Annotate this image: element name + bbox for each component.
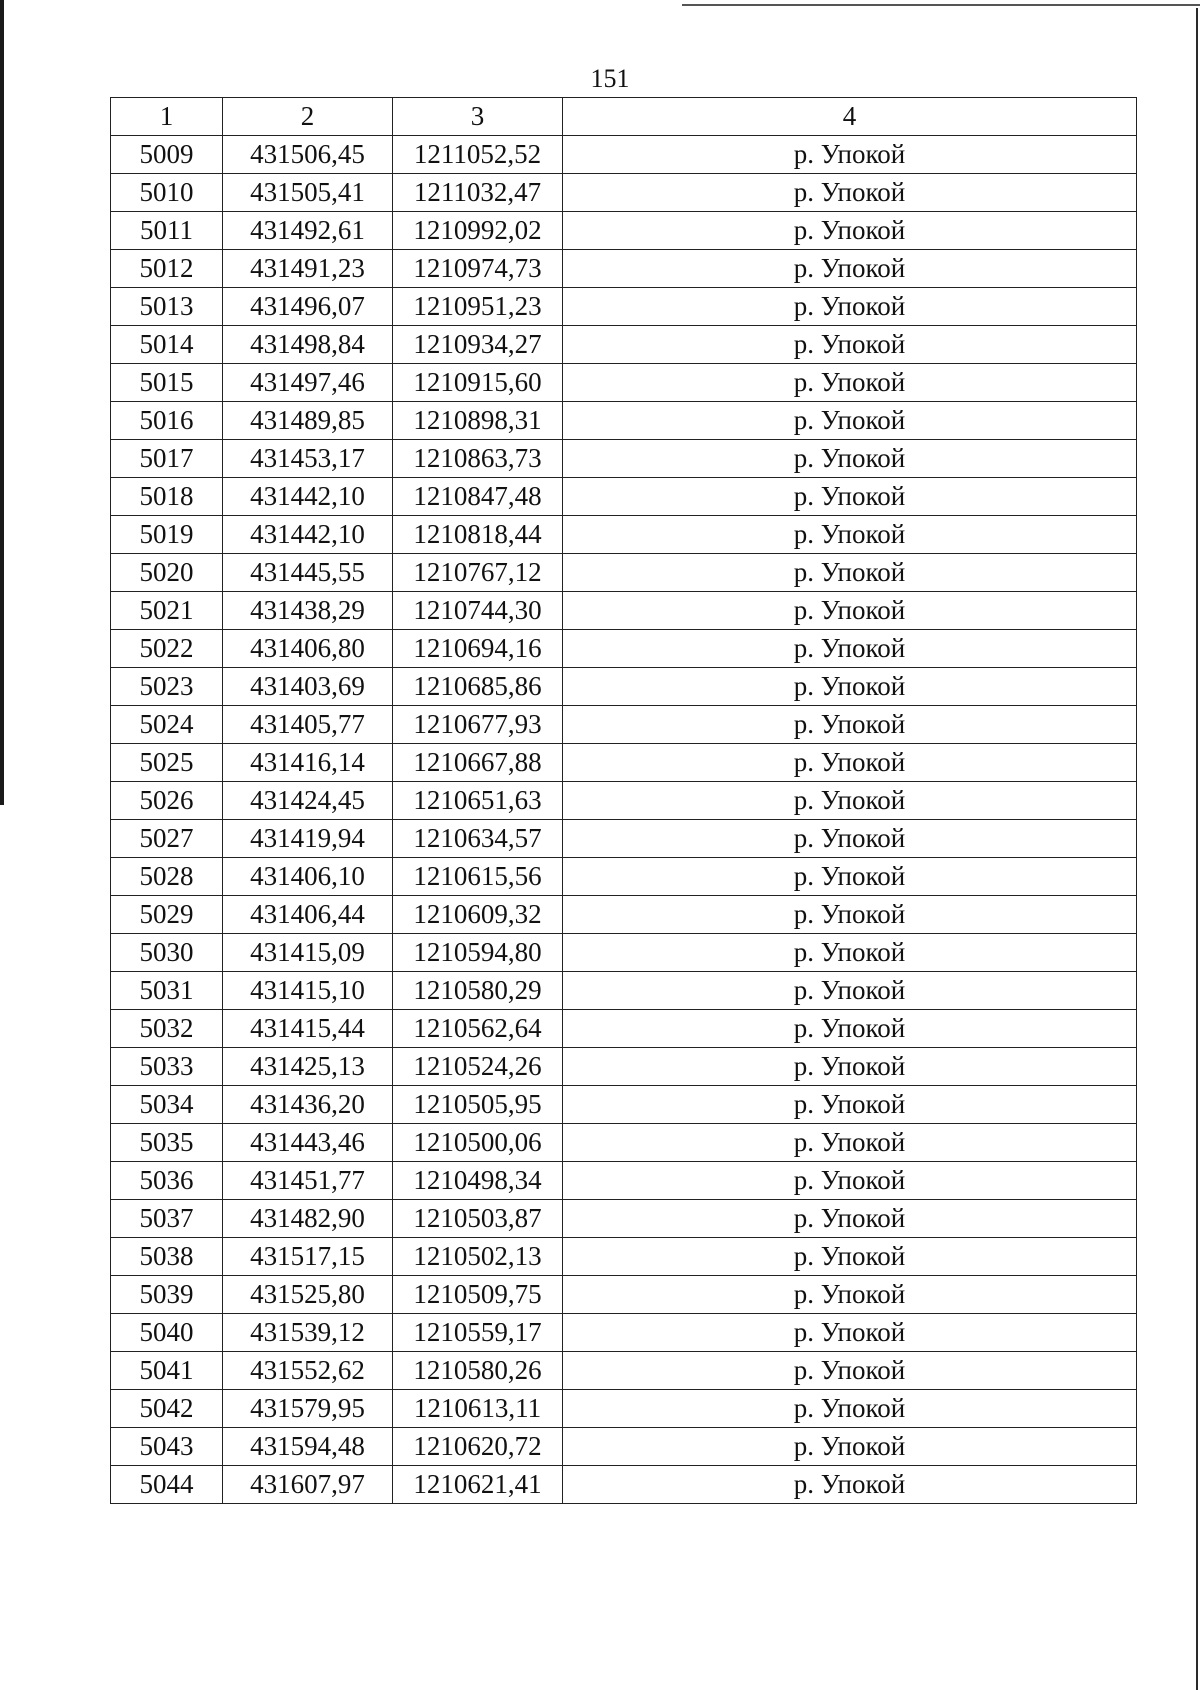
y-coordinate-cell: 1211032,47 xyxy=(393,174,563,212)
table-row xyxy=(111,1314,1137,1352)
y-coordinate-cell: 1210847,48 xyxy=(393,478,563,516)
x-coordinate-cell: 431415,10 xyxy=(223,972,393,1010)
description-cell: р. Упокой xyxy=(563,972,1137,1010)
point-number-cell: 5011 xyxy=(111,212,223,250)
table-row xyxy=(111,1086,1137,1124)
description-cell: р. Упокой xyxy=(563,1390,1137,1428)
y-coordinate-cell: 1210677,93 xyxy=(393,706,563,744)
y-coordinate-cell: 1210974,73 xyxy=(393,250,563,288)
point-number-cell: 5009 xyxy=(111,136,223,174)
y-coordinate-cell: 1210502,13 xyxy=(393,1238,563,1276)
y-coordinate-cell: 1210580,26 xyxy=(393,1352,563,1390)
description-cell: р. Упокой xyxy=(563,136,1137,174)
x-coordinate-cell: 431406,10 xyxy=(223,858,393,896)
y-coordinate-cell: 1210951,23 xyxy=(393,288,563,326)
table-row xyxy=(111,744,1137,782)
description-cell: р. Упокой xyxy=(563,554,1137,592)
x-coordinate-cell: 431517,15 xyxy=(223,1238,393,1276)
y-coordinate-cell: 1210767,12 xyxy=(393,554,563,592)
description-cell: р. Упокой xyxy=(563,934,1137,972)
point-number-cell: 5028 xyxy=(111,858,223,896)
x-coordinate-cell: 431552,62 xyxy=(223,1352,393,1390)
x-coordinate-cell: 431416,14 xyxy=(223,744,393,782)
scan-edge-top xyxy=(682,4,1200,6)
description-cell: р. Упокой xyxy=(563,668,1137,706)
table-row xyxy=(111,1124,1137,1162)
description-cell: р. Упокой xyxy=(563,1162,1137,1200)
description-cell: р. Упокой xyxy=(563,1352,1137,1390)
x-coordinate-cell: 431607,97 xyxy=(223,1466,393,1504)
coordinates-table xyxy=(110,97,1137,1504)
y-coordinate-cell: 1210505,95 xyxy=(393,1086,563,1124)
description-cell: р. Упокой xyxy=(563,1010,1137,1048)
table-row xyxy=(111,934,1137,972)
table-row xyxy=(111,478,1137,516)
point-number-cell: 5020 xyxy=(111,554,223,592)
point-number-cell: 5024 xyxy=(111,706,223,744)
table-header-row xyxy=(111,98,1137,136)
point-number-cell: 5012 xyxy=(111,250,223,288)
scan-edge-left xyxy=(0,0,4,805)
y-coordinate-cell: 1210863,73 xyxy=(393,440,563,478)
table-row xyxy=(111,212,1137,250)
description-cell: р. Упокой xyxy=(563,592,1137,630)
x-coordinate-cell: 431442,10 xyxy=(223,478,393,516)
x-coordinate-cell: 431406,80 xyxy=(223,630,393,668)
table-row xyxy=(111,1010,1137,1048)
x-coordinate-cell: 431415,44 xyxy=(223,1010,393,1048)
description-cell: р. Упокой xyxy=(563,1048,1137,1086)
x-coordinate-cell: 431405,77 xyxy=(223,706,393,744)
x-coordinate-cell: 431594,48 xyxy=(223,1428,393,1466)
table-row xyxy=(111,1466,1137,1504)
point-number-cell: 5043 xyxy=(111,1428,223,1466)
point-number-cell: 5022 xyxy=(111,630,223,668)
table-row xyxy=(111,554,1137,592)
point-number-cell: 5034 xyxy=(111,1086,223,1124)
y-coordinate-cell: 1210524,26 xyxy=(393,1048,563,1086)
table-row xyxy=(111,1428,1137,1466)
x-coordinate-cell: 431453,17 xyxy=(223,440,393,478)
table-row xyxy=(111,782,1137,820)
x-coordinate-cell: 431579,95 xyxy=(223,1390,393,1428)
y-coordinate-cell: 1210651,63 xyxy=(393,782,563,820)
y-coordinate-cell: 1210613,11 xyxy=(393,1390,563,1428)
point-number-cell: 5018 xyxy=(111,478,223,516)
table-body xyxy=(111,136,1137,1504)
y-coordinate-cell: 1210503,87 xyxy=(393,1200,563,1238)
table-row xyxy=(111,516,1137,554)
table-row xyxy=(111,288,1137,326)
point-number-cell: 5015 xyxy=(111,364,223,402)
point-number-cell: 5037 xyxy=(111,1200,223,1238)
description-cell: р. Упокой xyxy=(563,212,1137,250)
y-coordinate-cell: 1210498,34 xyxy=(393,1162,563,1200)
description-cell: р. Упокой xyxy=(563,440,1137,478)
point-number-cell: 5042 xyxy=(111,1390,223,1428)
description-cell: р. Упокой xyxy=(563,858,1137,896)
description-cell: р. Упокой xyxy=(563,250,1137,288)
point-number-cell: 5016 xyxy=(111,402,223,440)
table-row xyxy=(111,630,1137,668)
page-number: 151 xyxy=(590,64,630,93)
description-cell: р. Упокой xyxy=(563,516,1137,554)
description-cell: р. Упокой xyxy=(563,402,1137,440)
table-row xyxy=(111,250,1137,288)
point-number-cell: 5035 xyxy=(111,1124,223,1162)
x-coordinate-cell: 431505,41 xyxy=(223,174,393,212)
point-number-cell: 5029 xyxy=(111,896,223,934)
y-coordinate-cell: 1210744,30 xyxy=(393,592,563,630)
table-row xyxy=(111,1238,1137,1276)
table-row xyxy=(111,174,1137,212)
point-number-cell: 5044 xyxy=(111,1466,223,1504)
table-row xyxy=(111,136,1137,174)
point-number-cell: 5019 xyxy=(111,516,223,554)
table-row xyxy=(111,1200,1137,1238)
table-row xyxy=(111,1390,1137,1428)
table-row xyxy=(111,896,1137,934)
table-row xyxy=(111,668,1137,706)
y-coordinate-cell: 1210562,64 xyxy=(393,1010,563,1048)
point-number-cell: 5026 xyxy=(111,782,223,820)
description-cell: р. Упокой xyxy=(563,174,1137,212)
point-number-cell: 5033 xyxy=(111,1048,223,1086)
y-coordinate-cell: 1210992,02 xyxy=(393,212,563,250)
table-row xyxy=(111,1276,1137,1314)
point-number-cell: 5038 xyxy=(111,1238,223,1276)
description-cell: р. Упокой xyxy=(563,1276,1137,1314)
x-coordinate-cell: 431445,55 xyxy=(223,554,393,592)
x-coordinate-cell: 431491,23 xyxy=(223,250,393,288)
table-row xyxy=(111,1352,1137,1390)
y-coordinate-cell: 1210609,32 xyxy=(393,896,563,934)
column-header-3: 3 xyxy=(393,98,563,136)
description-cell: р. Упокой xyxy=(563,630,1137,668)
table-row xyxy=(111,706,1137,744)
table-row xyxy=(111,858,1137,896)
column-header-2: 2 xyxy=(223,98,393,136)
description-cell: р. Упокой xyxy=(563,288,1137,326)
y-coordinate-cell: 1210685,86 xyxy=(393,668,563,706)
column-header-1: 1 xyxy=(111,98,223,136)
x-coordinate-cell: 431506,45 xyxy=(223,136,393,174)
x-coordinate-cell: 431525,80 xyxy=(223,1276,393,1314)
point-number-cell: 5014 xyxy=(111,326,223,364)
y-coordinate-cell: 1210500,06 xyxy=(393,1124,563,1162)
description-cell: р. Упокой xyxy=(563,1086,1137,1124)
description-cell: р. Упокой xyxy=(563,782,1137,820)
x-coordinate-cell: 431424,45 xyxy=(223,782,393,820)
point-number-cell: 5040 xyxy=(111,1314,223,1352)
description-cell: р. Упокой xyxy=(563,706,1137,744)
point-number-cell: 5032 xyxy=(111,1010,223,1048)
description-cell: р. Упокой xyxy=(563,744,1137,782)
table-row xyxy=(111,1162,1137,1200)
y-coordinate-cell: 1210667,88 xyxy=(393,744,563,782)
x-coordinate-cell: 431425,13 xyxy=(223,1048,393,1086)
x-coordinate-cell: 431496,07 xyxy=(223,288,393,326)
x-coordinate-cell: 431539,12 xyxy=(223,1314,393,1352)
y-coordinate-cell: 1210615,56 xyxy=(393,858,563,896)
y-coordinate-cell: 1210694,16 xyxy=(393,630,563,668)
y-coordinate-cell: 1210898,31 xyxy=(393,402,563,440)
point-number-cell: 5030 xyxy=(111,934,223,972)
y-coordinate-cell: 1210620,72 xyxy=(393,1428,563,1466)
y-coordinate-cell: 1210634,57 xyxy=(393,820,563,858)
description-cell: р. Упокой xyxy=(563,478,1137,516)
description-cell: р. Упокой xyxy=(563,364,1137,402)
point-number-cell: 5013 xyxy=(111,288,223,326)
description-cell: р. Упокой xyxy=(563,820,1137,858)
y-coordinate-cell: 1210621,41 xyxy=(393,1466,563,1504)
description-cell: р. Упокой xyxy=(563,1124,1137,1162)
x-coordinate-cell: 431492,61 xyxy=(223,212,393,250)
scan-edge-right xyxy=(1196,8,1198,1690)
description-cell: р. Упокой xyxy=(563,1428,1137,1466)
x-coordinate-cell: 431497,46 xyxy=(223,364,393,402)
point-number-cell: 5023 xyxy=(111,668,223,706)
point-number-cell: 5036 xyxy=(111,1162,223,1200)
table-row xyxy=(111,1048,1137,1086)
y-coordinate-cell: 1210915,60 xyxy=(393,364,563,402)
description-cell: р. Упокой xyxy=(563,896,1137,934)
table-row xyxy=(111,440,1137,478)
point-number-cell: 5039 xyxy=(111,1276,223,1314)
y-coordinate-cell: 1210559,17 xyxy=(393,1314,563,1352)
x-coordinate-cell: 431443,46 xyxy=(223,1124,393,1162)
table-row xyxy=(111,972,1137,1010)
table-row xyxy=(111,592,1137,630)
point-number-cell: 5017 xyxy=(111,440,223,478)
y-coordinate-cell: 1210818,44 xyxy=(393,516,563,554)
x-coordinate-cell: 431498,84 xyxy=(223,326,393,364)
description-cell: р. Упокой xyxy=(563,326,1137,364)
table-row xyxy=(111,402,1137,440)
point-number-cell: 5010 xyxy=(111,174,223,212)
table-row xyxy=(111,364,1137,402)
point-number-cell: 5021 xyxy=(111,592,223,630)
x-coordinate-cell: 431415,09 xyxy=(223,934,393,972)
y-coordinate-cell: 1210509,75 xyxy=(393,1276,563,1314)
y-coordinate-cell: 1210594,80 xyxy=(393,934,563,972)
point-number-cell: 5027 xyxy=(111,820,223,858)
y-coordinate-cell: 1210934,27 xyxy=(393,326,563,364)
point-number-cell: 5031 xyxy=(111,972,223,1010)
y-coordinate-cell: 1210580,29 xyxy=(393,972,563,1010)
x-coordinate-cell: 431419,94 xyxy=(223,820,393,858)
y-coordinate-cell: 1211052,52 xyxy=(393,136,563,174)
description-cell: р. Упокой xyxy=(563,1200,1137,1238)
x-coordinate-cell: 431451,77 xyxy=(223,1162,393,1200)
description-cell: р. Упокой xyxy=(563,1238,1137,1276)
description-cell: р. Упокой xyxy=(563,1314,1137,1352)
x-coordinate-cell: 431482,90 xyxy=(223,1200,393,1238)
x-coordinate-cell: 431442,10 xyxy=(223,516,393,554)
column-header-4: 4 xyxy=(563,98,1137,136)
x-coordinate-cell: 431436,20 xyxy=(223,1086,393,1124)
x-coordinate-cell: 431403,69 xyxy=(223,668,393,706)
x-coordinate-cell: 431489,85 xyxy=(223,402,393,440)
description-cell: р. Упокой xyxy=(563,1466,1137,1504)
x-coordinate-cell: 431406,44 xyxy=(223,896,393,934)
point-number-cell: 5041 xyxy=(111,1352,223,1390)
x-coordinate-cell: 431438,29 xyxy=(223,592,393,630)
point-number-cell: 5025 xyxy=(111,744,223,782)
table-row xyxy=(111,820,1137,858)
table-row xyxy=(111,326,1137,364)
